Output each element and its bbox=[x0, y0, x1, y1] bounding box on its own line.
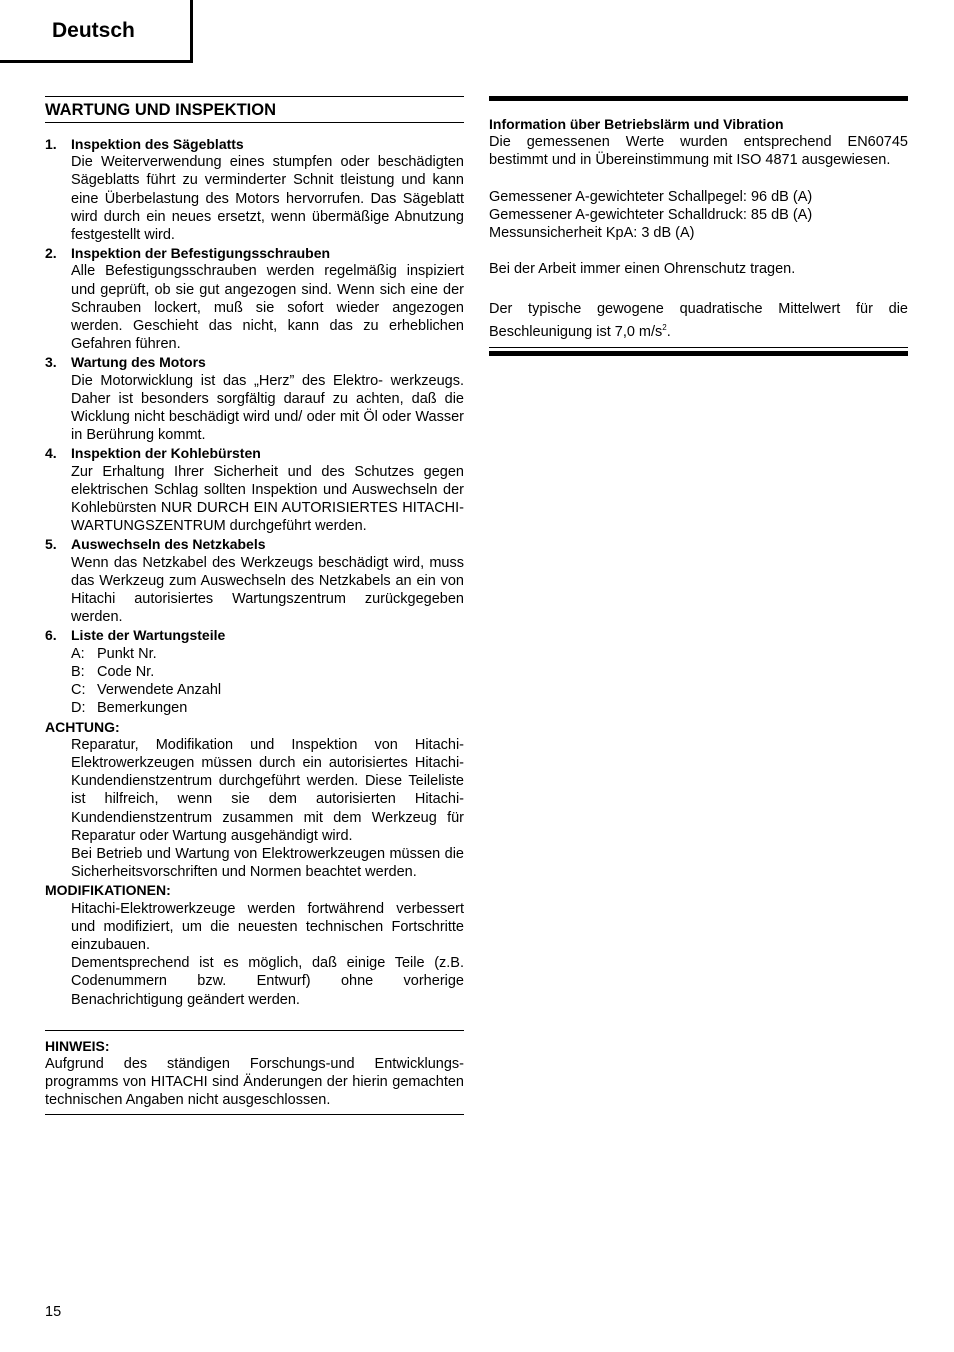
page-number: 15 bbox=[45, 1304, 62, 1320]
list-item: D: Bemerkungen bbox=[71, 700, 188, 717]
language-tab bbox=[0, 0, 193, 63]
section-title: WARTUNG UND INSPEKTION bbox=[45, 97, 464, 123]
item-title: Inspektion des Sägeblatts bbox=[71, 136, 244, 152]
item-title: Auswechseln des Netzkabels bbox=[71, 536, 266, 553]
achtung-block bbox=[45, 718, 464, 882]
list-item: C: Verwendete Anzahl bbox=[71, 682, 222, 699]
achtung-label: ACHTUNG: bbox=[45, 718, 120, 735]
list-item: A: Punkt Nr. bbox=[71, 645, 157, 662]
measurement-line: Messunsicherheit KpA: 3 dB (A) bbox=[489, 225, 695, 242]
maintenance-item-1 bbox=[45, 135, 464, 244]
noise-intro: Die gemessenen Werte wurden entsprechend EN60745 bestimmt und in Übereinstimmung mit ISO 4871 ausgewiesen. bbox=[489, 134, 908, 169]
item-text: Alle Befestigungsschrauben werden regelmäßig inspiziert und geprüft, ob sie gut angezogen sind. Wenn sich eine der Schrauben lockert, muß sie sofort wieder angezogen werden. Geschieht das nicht, kann das zu erheblichen Gefahren führen. bbox=[71, 263, 464, 353]
item-number: 2. bbox=[45, 245, 57, 262]
noise-info-column bbox=[489, 96, 908, 356]
item-text: Die Motorwicklung ist das „Herz” des Elektro- werkzeugs. Daher ist besonders sorgfältig darauf zu achten, daß die Wicklung nicht beschädigt wird und/ oder mit Öl oder Wasser in Berührung kommt. bbox=[71, 372, 464, 444]
hinweis-box bbox=[45, 1030, 464, 1115]
language-label: Deutsch bbox=[52, 19, 135, 42]
modifikationen-text-2: Dementsprechend ist es möglich, daß einige Teile (z.B. Codenummern bzw. Entwurf) ohne vorherige Benachrichtigung geändert werden. bbox=[71, 955, 464, 1008]
item-title: Wartung des Motors bbox=[71, 354, 206, 371]
measurement-line: Gemessener A-gewichteter Schalldruck: 85 dB (A) bbox=[489, 206, 813, 223]
hinweis-label: HINWEIS: bbox=[45, 1037, 110, 1054]
parts-list bbox=[45, 645, 464, 718]
list-item: B: Code Nr. bbox=[71, 663, 155, 680]
maintenance-item-2 bbox=[45, 244, 464, 353]
maintenance-item-5 bbox=[45, 535, 464, 626]
achtung-text-2: Bei Betrieb und Wartung von Elektrowerkzeugen müssen die Sicherheitsvorschriften und Normen beachtet werden. bbox=[71, 845, 464, 881]
modifikationen-text-1: Hitachi-Elektrowerkzeuge werden fortwährend verbessert und modifiziert, um die neuesten technischen Fortschritte einzubauen. bbox=[71, 900, 464, 953]
maintenance-item-6 bbox=[45, 626, 464, 717]
item-number: 4. bbox=[45, 445, 57, 462]
hinweis-text: Aufgrund des ständigen Forschungs-und Entwicklungs- programms von HITACHI sind Änderungen der hierin gemachten technischen Angaben nicht ausgeschlossen. bbox=[45, 1055, 464, 1109]
noise-bottom-rule bbox=[489, 347, 908, 356]
maintenance-item-3 bbox=[45, 353, 464, 444]
item-number: 5. bbox=[45, 536, 57, 553]
achtung-text-1: Reparatur, Modifikation und Inspektion von Hitachi- Elektrowerkzeugen müssen durch ein autorisiertes Hitachi-Kundendienstzentrum durchgeführt werden. Diese Teileliste ist hilfreich, wenn sie dem autorisierten Hitachi-Kundendienstzentrum zusammen mit dem Werkzeug für Reparatur oder Wartung ausgehändigt wird. bbox=[71, 736, 464, 844]
modifikationen-block bbox=[45, 881, 464, 1008]
modifikationen-label: MODIFIKATIONEN: bbox=[45, 882, 171, 899]
item-title: Inspektion der Befestigungsschrauben bbox=[71, 245, 331, 262]
item-number: 3. bbox=[45, 354, 57, 371]
item-number: 1. bbox=[45, 136, 57, 152]
item-title: Inspektion der Kohlebürsten bbox=[71, 445, 261, 462]
maintenance-column bbox=[45, 96, 464, 1115]
item-text: Wenn das Netzkabel des Werkzeugs beschädigt wird, muss das Werkzeug zum Auswechseln des Netzkabels an ein von Hitachi autorisiertes Wartungszentrum zurückgegeben werden. bbox=[71, 554, 464, 626]
maintenance-item-4 bbox=[45, 444, 464, 535]
vibration-note: Der typische gewogene quadratische Mittelwert für die Beschleunigung ist 7,0 $m/s^2$. bbox=[489, 301, 908, 340]
noise-title: Information über Betriebslärm und Vibration bbox=[489, 116, 784, 132]
item-text: Die Weiterverwendung eines stumpfen oder beschädigten Sägeblatts führt zu verminderter Schnit tleistung und kann eine Überbelastung des Motors hervorrufen. Das Sägeblatt wird durch ein neues ersetzt, wenn übermäßige Abnutzung festgestellt wird. bbox=[71, 154, 464, 244]
item-number: 6. bbox=[45, 627, 57, 644]
ear-protection-note: Bei der Arbeit immer einen Ohrenschutz tragen. bbox=[489, 261, 796, 278]
item-title: Liste der Wartungsteile bbox=[71, 627, 226, 644]
item-text: Zur Erhaltung Ihrer Sicherheit und des Schutzes gegen elektrischen Schlag sollten Inspektion und Auswechseln der Kohlebürsten NUR DURCH EIN AUTORISIERTES HITACHI-WARTUNGSZENTRUM durchgeführt werden. bbox=[71, 463, 464, 535]
measurement-line: Gemessener A-gewichteter Schallpegel: 96 dB (A) bbox=[489, 188, 813, 205]
